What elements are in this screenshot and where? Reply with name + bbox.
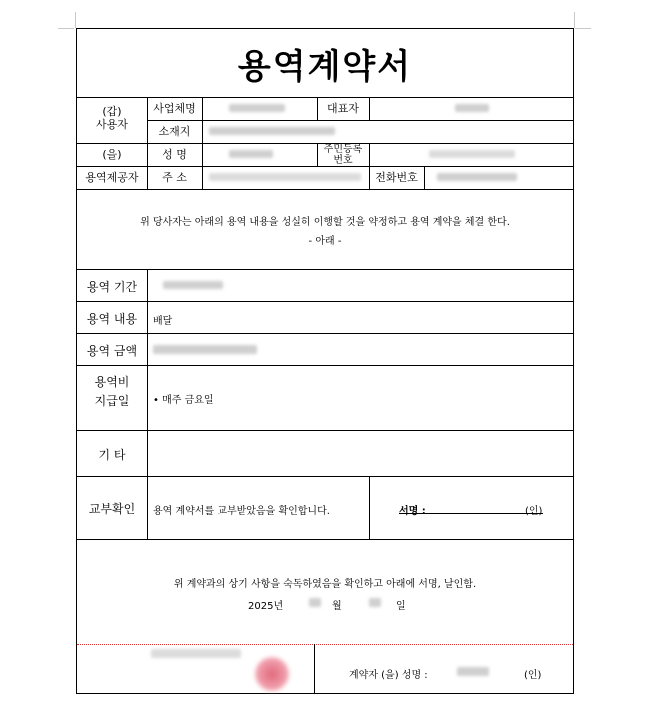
delivery-confirmation-label: 교부확인 (88, 502, 136, 516)
payment-date-value: • 매주 금요일 (153, 395, 214, 406)
col-divider (424, 166, 425, 189)
crop-mark (58, 28, 74, 29)
business-name-label: 사업체명 (153, 102, 196, 115)
row-divider (77, 365, 573, 366)
seal-label: (인) (525, 506, 543, 517)
service-provider-label: 용역제공자 (85, 171, 139, 184)
redacted-service-period (163, 281, 223, 289)
signature-label: 서명 : (399, 506, 426, 517)
col-divider (369, 476, 370, 539)
contractor-seal-label: (인) (524, 670, 542, 681)
date-year: 2025년 (248, 601, 284, 612)
col-divider (369, 143, 370, 166)
delivery-confirmation-text: 용역 계약서를 교부받았음을 확인합니다. (153, 506, 330, 517)
row-divider (77, 166, 573, 167)
row-divider (77, 269, 573, 270)
row-divider (77, 476, 573, 477)
row-divider (77, 97, 573, 98)
name-label: 성 명 (162, 148, 187, 161)
dotted-divider (77, 644, 573, 645)
row-divider (77, 333, 573, 334)
payment-date-label: 용역비 지급일 (94, 375, 130, 408)
service-content-label: 용역 내용 (86, 312, 138, 326)
date-month: 월 (332, 601, 342, 612)
row-divider (77, 301, 573, 302)
closing-text: 위 계약과의 상기 사항을 숙독하였음을 확인하고 아래에 서명, 날인함. (173, 579, 477, 590)
row-divider (77, 189, 573, 190)
below-text: - 아래 - (308, 236, 342, 247)
resident-number-label: 주민등록 번호 (323, 144, 363, 166)
date-day: 일 (396, 601, 406, 612)
party-a-label: (갑) 사용자 (96, 105, 128, 131)
col-divider (369, 97, 370, 120)
crop-mark (575, 28, 591, 29)
document-title: 용역계약서 (237, 47, 413, 87)
phone-label: 전화번호 (375, 171, 418, 184)
intro-text: 위 당사자는 아래의 용역 내용을 성실히 이행할 것을 약정하고 용역 계약을 체결 한다. (140, 217, 510, 228)
contract-document (76, 28, 574, 694)
redacted-contractor-name (457, 667, 489, 676)
party-b-label: (을) (102, 148, 122, 161)
service-content-value: 배달 (153, 316, 173, 327)
service-period-label: 용역 기간 (86, 280, 138, 294)
redacted-month (309, 598, 321, 607)
redacted-representative (455, 104, 489, 112)
row-divider (77, 430, 573, 431)
address-label: 소재지 (158, 125, 191, 138)
representative-label: 대표자 (327, 102, 359, 115)
redacted-company (151, 649, 241, 658)
col-divider (147, 269, 148, 539)
crop-mark (75, 12, 76, 28)
service-amount-label: 용역 금액 (86, 344, 138, 358)
crop-mark (574, 12, 575, 28)
company-seal-stamp (255, 657, 289, 691)
row-divider (147, 120, 573, 121)
redacted-business-name (229, 104, 285, 112)
col-divider (202, 97, 203, 189)
row-divider (77, 539, 573, 540)
redacted-address (209, 127, 335, 135)
redacted-service-amount (153, 345, 257, 354)
redacted-name (229, 150, 273, 158)
redacted-phone (437, 173, 517, 181)
redacted-address (209, 173, 361, 181)
other-label: 기 타 (98, 448, 126, 462)
redacted-day (369, 598, 381, 607)
redacted-resident-number (429, 150, 515, 158)
contractor-signature-label: 계약자 (을) 성명 : (349, 670, 428, 681)
address-label: 주 소 (162, 171, 187, 184)
col-divider (314, 644, 315, 693)
